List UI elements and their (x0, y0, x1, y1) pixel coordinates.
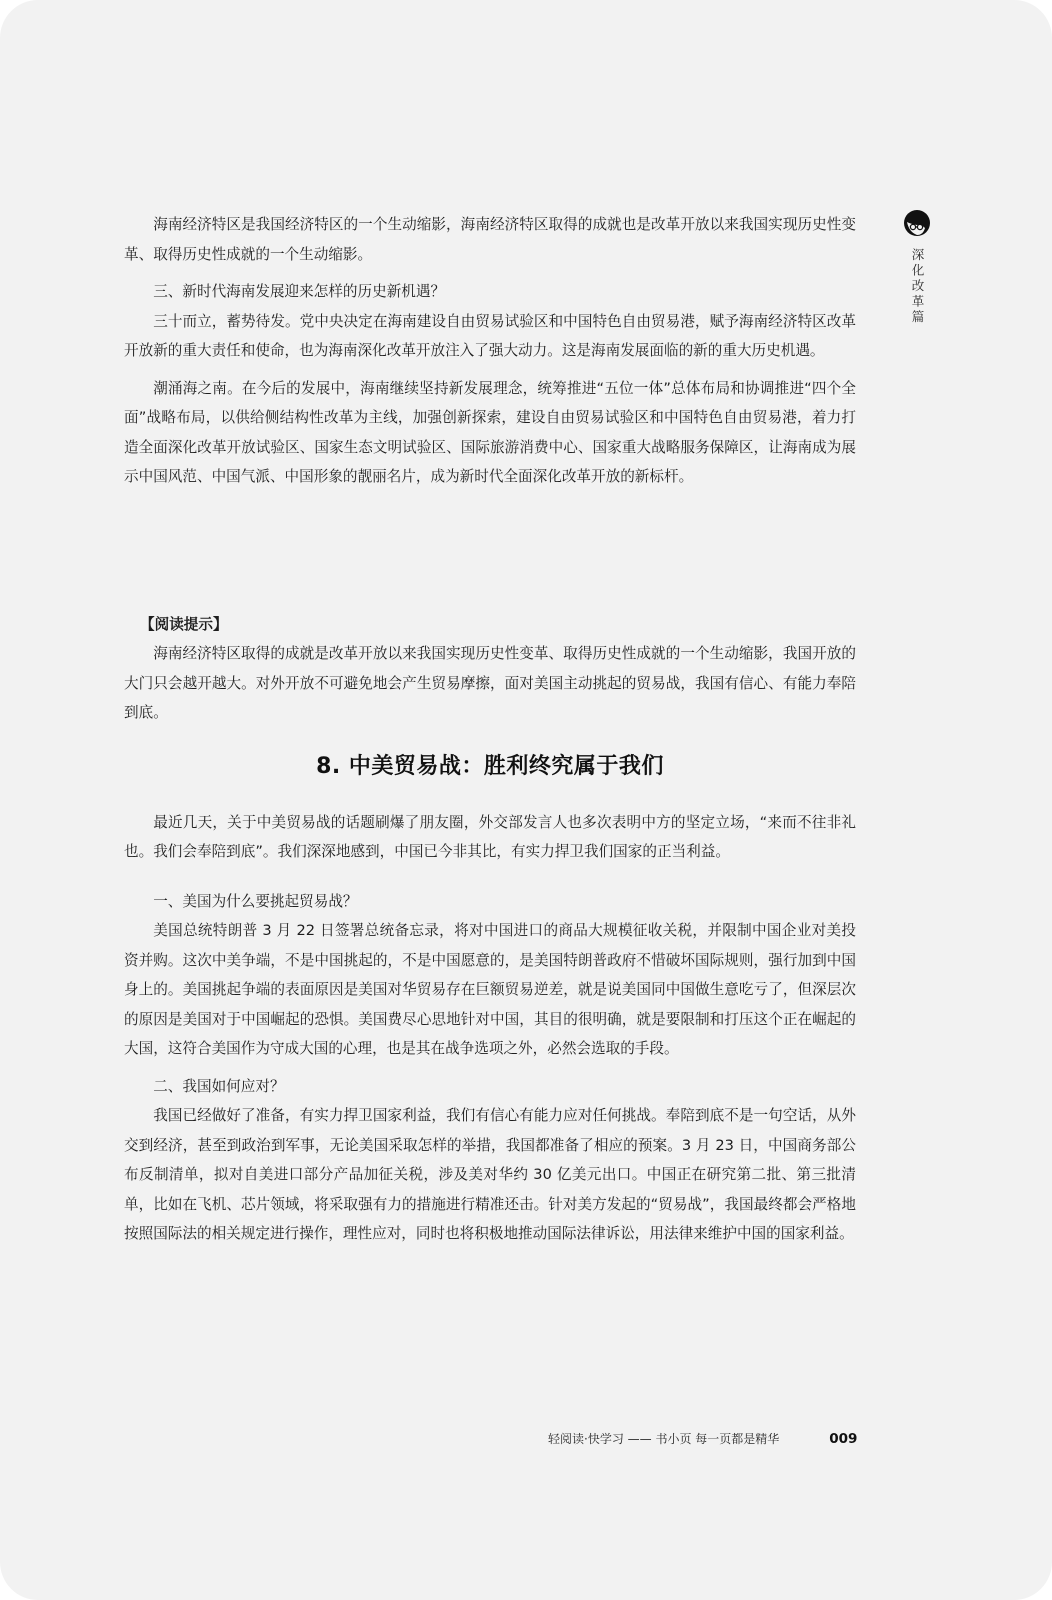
question-heading-2: 二、我国如何应对？ (153, 1077, 285, 1095)
page-number: 009 (829, 1431, 858, 1447)
chapter-label: 深化改革篇 (910, 248, 925, 326)
paragraph-hainan-summary: 海南经济特区是我国经济特区的一个生动缩影，海南经济特区取得的成就也是改革开放以来我国实现历史性变革、取得历史性成就的一个生动缩影。 (124, 216, 856, 263)
article-intro: 最近几天，关于中美贸易战的话题刷爆了朋友圈，外交部发言人也多次表明中方的坚定立场，“来而不往非礼也。我们会奉陪到底”。我们深深地感到，中国已今非其比，有实力捍卫我们国家的正当利益。 (124, 813, 856, 860)
question-heading-1: 一、美国为什么要挑起贸易战？ (153, 892, 358, 910)
reading-tip-text: 海南经济特区取得的成就是改革开放以来我国实现历史性变革、取得历史性成就的一个生动缩影，我国开放的大门只会越开越大。对外开放不可避免地会产生贸易摩擦，面对美国主动挑起的贸易战，我国有信心、有能力奉陪到底。 (124, 645, 856, 721)
chapter-side-tab (903, 208, 931, 326)
reading-tip-label: 【阅读提示】 (140, 615, 228, 633)
footer-slogan: 轻阅读·快学习 —— 书小页 每一页都是精华 (548, 1432, 780, 1446)
article-title: 8. 中美贸易战：胜利终究属于我们 (316, 753, 664, 779)
paragraph-future: 潮涌海之南。在今后的发展中，海南继续坚持新发展理念，统筹推进“五位一体”总体布局和协调推进“四个全面”战略布局，以供给侧结构性改革为主线，加强创新探索，建设自由贸易试验区和中国特色自由贸易港，着力打造全面深化改革开放试验区、国家生态文明试验区、国际旅游消费中心、国家重大战略服务保障区，让海南成为展示中国风范、中国气派、中国形象的靓丽名片，成为新时代全面深化改革开放的新标杆。 (124, 379, 856, 485)
answer-paragraph-2: 我国已经做好了准备，有实力捍卫国家利益，我们有信心有能力应对任何挑战。奉陪到底不是一句空话，从外交到经济，甚至到政治到军事，无论美国采取怎样的举措，我国都准备了相应的预案。3 月 23 日，中国商务部公布反制清单，拟对自美进口部分产品加征关税，涉及美对华约 30 亿美元出口。中国正在研究第二批、第三批清单，比如在飞机、芯片领域，将采取强有力的措施进行精准还击。针对美方发起的“贸易战”，我国最终都会严格地按照国际法的相关规定进行操作，理性应对，同时也将积极地推动国际法律诉讼，用法律来维护中国的国家利益。 (124, 1107, 856, 1242)
answer-paragraph-1: 美国总统特朗普 3 月 22 日签署总统备忘录，将对中国进口的商品大规模征收关税，并限制中国企业对美投资并购。这次中美争端，不是中国挑起的，不是中国愿意的，是美国特朗普政府不惜破坏国际规则，强行加到中国身上的。美国挑起争端的表面原因是美国对华贸易存在巨额贸易逆差，就是说美国同中国做生意吃亏了，但深层次的原因是美国对于中国崛起的恐惧。美国费尽心思地针对中国，其目的很明确，就是要限制和打压这个正在崛起的大国，这符合美国作为守成大国的心理，也是其在战争选项之外，必然会选取的手段。 (124, 922, 856, 1057)
paragraph-opportunity: 三十而立，蓄势待发。党中央决定在海南建设自由贸易试验区和中国特色自由贸易港，赋予海南经济特区改革开放新的重大责任和使命，也为海南深化改革开放注入了强大动力。这是海南发展面临的新的重大历史机遇。 (124, 312, 856, 359)
page-footer (548, 1430, 857, 1447)
reader-avatar-icon (903, 208, 931, 240)
question-heading-3: 三、新时代海南发展迎来怎样的历史新机遇？ (153, 283, 446, 300)
page-content (124, 210, 856, 1249)
